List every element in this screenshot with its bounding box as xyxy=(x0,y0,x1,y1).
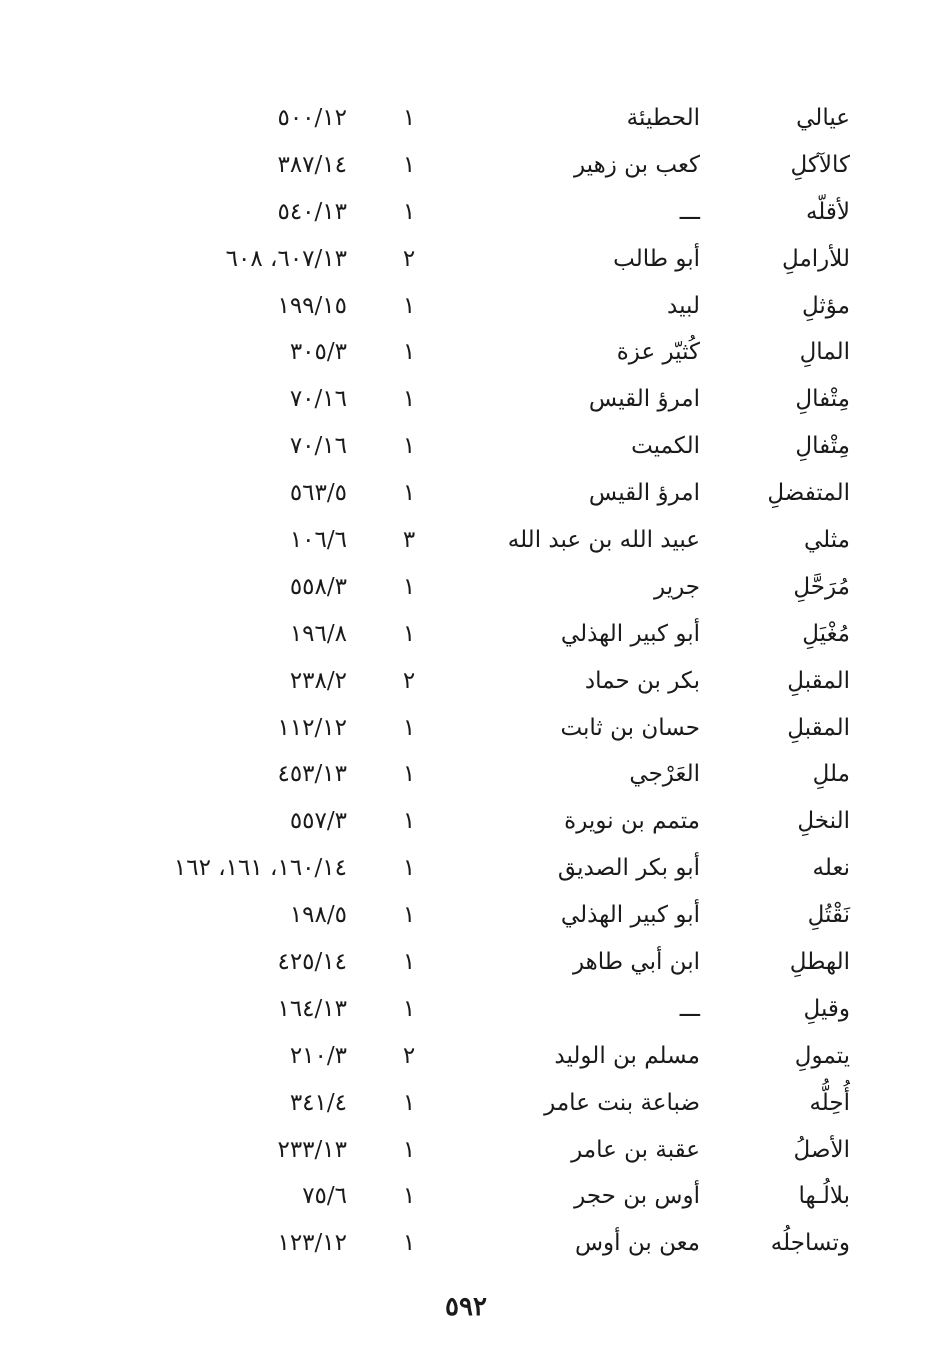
index-row xyxy=(0,564,932,611)
poet-cell: ـــ xyxy=(679,995,700,1022)
reference-cell: ٥٠٠/١٢ xyxy=(277,105,347,131)
rhyme-cell: النخلِ xyxy=(797,808,850,835)
reference-cell: ١٩٦/٨ xyxy=(289,620,347,647)
reference-cell: ٦٠٧/١٣، ٦٠٨ xyxy=(225,245,347,272)
poet-cell: بكر بن حماد xyxy=(584,667,700,694)
count-cell: ١ xyxy=(402,1089,416,1116)
poet-cell: أبو طالب xyxy=(613,245,700,272)
reference-cell: ٣٨٧/١٤ xyxy=(277,151,347,178)
reference-cell: ١٢٣/١٢ xyxy=(277,1230,347,1257)
page-number: ٥٩٢ xyxy=(445,1292,487,1322)
rhyme-cell: مللِ xyxy=(812,761,850,788)
count-cell: ١ xyxy=(402,198,416,225)
rhyme-cell: المقبلِ xyxy=(787,714,850,741)
count-cell: ١ xyxy=(402,480,416,507)
count-cell: ١ xyxy=(402,1230,416,1257)
rhyme-cell: المالِ xyxy=(799,339,850,366)
reference-cell: ٥٥٧/٣ xyxy=(289,808,347,835)
reference-cell: ٥٥٨/٣ xyxy=(289,573,347,600)
index-row xyxy=(0,658,932,705)
reference-cell: ٧٠/١٦ xyxy=(289,433,347,460)
reference-cell: ٤٥٣/١٣ xyxy=(277,761,347,788)
poet-cell: ابن أبي طاهر xyxy=(572,949,700,976)
poet-cell: ـــ xyxy=(679,198,700,225)
rhyme-index-table xyxy=(0,95,932,1267)
count-cell: ٢ xyxy=(402,667,416,694)
reference-cell: ٥٤٠/١٣ xyxy=(277,198,347,225)
index-row xyxy=(0,1127,932,1174)
index-row xyxy=(0,236,932,283)
count-cell: ١ xyxy=(402,1183,416,1210)
index-row xyxy=(0,1220,932,1267)
index-row xyxy=(0,329,932,376)
reference-cell: ١٦٠/١٤، ١٦١، ١٦٢ xyxy=(173,855,347,882)
reference-cell: ٧٠/١٦ xyxy=(289,386,347,413)
poet-cell: مسلم بن الوليد xyxy=(554,1042,700,1069)
poet-cell: جرير xyxy=(654,573,700,600)
rhyme-cell: نعله xyxy=(812,855,850,882)
rhyme-cell: المقبلِ xyxy=(787,667,850,694)
index-row xyxy=(0,95,932,142)
count-cell: ١ xyxy=(402,573,416,600)
index-row xyxy=(0,189,932,236)
poet-cell: ضباعة بنت عامر xyxy=(544,1089,700,1116)
reference-cell: ٣٤١/٤ xyxy=(289,1089,347,1116)
index-row xyxy=(0,892,932,939)
poet-cell: الحطيئة xyxy=(626,105,700,131)
reference-cell: ٧٥/٦ xyxy=(302,1183,347,1210)
poet-cell: لبيد xyxy=(667,292,700,319)
reference-cell: ٣٠٥/٣ xyxy=(289,339,347,366)
count-cell: ١ xyxy=(402,761,416,788)
reference-cell: ١٩٩/١٥ xyxy=(277,292,347,319)
index-row xyxy=(0,142,932,189)
count-cell: ١ xyxy=(402,386,416,413)
poet-cell: معن بن أوس xyxy=(574,1230,700,1257)
index-row xyxy=(0,939,932,986)
rhyme-cell: مِتْفالِ xyxy=(795,433,850,460)
count-cell: ١ xyxy=(402,1136,416,1163)
index-row xyxy=(0,376,932,423)
index-row xyxy=(0,1173,932,1220)
count-cell: ٢ xyxy=(402,245,416,272)
index-row xyxy=(0,845,932,892)
poet-cell: العَرْجي xyxy=(629,761,700,788)
index-row xyxy=(0,705,932,752)
index-row xyxy=(0,517,932,564)
reference-cell: ٤٢٥/١٤ xyxy=(277,949,347,976)
rhyme-cell: وتساجلُه xyxy=(770,1230,850,1257)
poet-cell: أبو كبير الهذلي xyxy=(560,902,700,929)
poet-cell: عقبة بن عامر xyxy=(571,1136,700,1163)
rhyme-cell: الأصلُ xyxy=(793,1136,850,1163)
count-cell: ٣ xyxy=(402,527,416,554)
count-cell: ١ xyxy=(402,151,416,178)
poet-cell: حسان بن ثابت xyxy=(560,714,700,741)
index-row xyxy=(0,1033,932,1080)
index-row xyxy=(0,423,932,470)
count-cell: ١ xyxy=(402,339,416,366)
index-row xyxy=(0,751,932,798)
poet-cell: أبو كبير الهذلي xyxy=(560,620,700,647)
rhyme-cell: يتمولِ xyxy=(794,1042,850,1069)
rhyme-cell: للأراملِ xyxy=(782,245,850,272)
rhyme-cell: عيالي xyxy=(796,105,850,131)
index-row xyxy=(0,986,932,1033)
reference-cell: ٢٣٨/٢ xyxy=(289,667,347,694)
count-cell: ١ xyxy=(402,855,416,882)
poet-cell: كعب بن زهير xyxy=(573,151,700,178)
reference-cell: ٢١٠/٣ xyxy=(289,1042,347,1069)
count-cell: ١ xyxy=(402,620,416,647)
count-cell: ١ xyxy=(402,949,416,976)
rhyme-cell: كالآكلِ xyxy=(790,151,850,178)
poet-cell: امرؤ القيس xyxy=(588,480,700,507)
count-cell: ١ xyxy=(402,433,416,460)
index-row xyxy=(0,611,932,658)
count-cell: ١ xyxy=(402,714,416,741)
reference-cell: ١٩٨/٥ xyxy=(289,902,347,929)
rhyme-cell: مثلي xyxy=(803,527,850,554)
reference-cell: ٥٦٣/٥ xyxy=(289,480,347,507)
reference-cell: ١١٢/١٢ xyxy=(277,714,347,741)
rhyme-cell: لأقلّه xyxy=(805,198,850,225)
rhyme-cell: مِتْفالِ xyxy=(795,386,850,413)
poet-cell: الكميت xyxy=(631,433,700,460)
index-row xyxy=(0,798,932,845)
rhyme-cell: أُحِلُّه xyxy=(809,1089,850,1116)
index-row xyxy=(0,283,932,330)
poet-cell: متمم بن نويرة xyxy=(564,808,700,835)
rhyme-cell: مؤثلِ xyxy=(801,292,850,319)
count-cell: ١ xyxy=(402,995,416,1022)
poet-cell: كُثيّر عزة xyxy=(616,339,700,366)
reference-cell: ١٠٦/٦ xyxy=(289,527,347,554)
reference-cell: ٢٣٣/١٣ xyxy=(277,1136,347,1163)
count-cell: ١ xyxy=(402,105,416,131)
rhyme-cell: نَقْتُلِ xyxy=(807,902,850,929)
rhyme-cell: المتفضلِ xyxy=(767,480,850,507)
poet-cell: عبيد الله بن عبد الله xyxy=(507,527,700,554)
reference-cell: ١٦٤/١٣ xyxy=(277,995,347,1022)
count-cell: ١ xyxy=(402,902,416,929)
poet-cell: أوس بن حجر xyxy=(574,1183,700,1210)
rhyme-cell: وقيلِ xyxy=(803,995,850,1022)
index-row xyxy=(0,470,932,517)
count-cell: ١ xyxy=(402,808,416,835)
count-cell: ٢ xyxy=(402,1042,416,1069)
count-cell: ١ xyxy=(402,292,416,319)
index-row xyxy=(0,1080,932,1127)
rhyme-cell: الهطلِ xyxy=(789,949,850,976)
rhyme-cell: مُرَحَّلِ xyxy=(793,573,850,600)
rhyme-cell: مُغْيَلِ xyxy=(802,620,850,647)
rhyme-cell: بلالُـها xyxy=(798,1183,850,1210)
poet-cell: امرؤ القيس xyxy=(588,386,700,413)
poet-cell: أبو بكر الصديق xyxy=(557,855,700,882)
